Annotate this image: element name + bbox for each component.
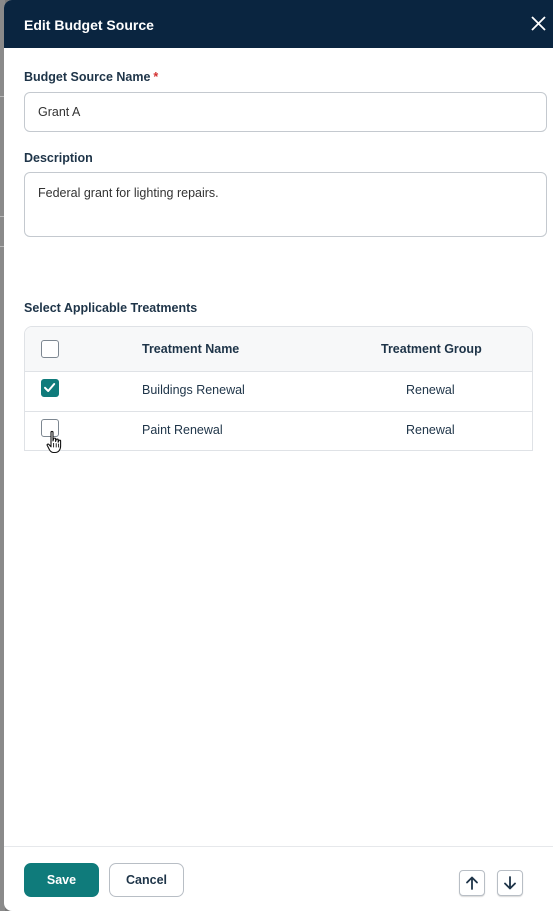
dialog-header [4,0,553,48]
scroll-down-button[interactable] [497,870,523,896]
scroll-up-button[interactable] [459,870,485,896]
table-header [25,327,532,372]
budget-source-name-label [24,70,158,84]
cancel-button[interactable]: Cancel [109,863,184,897]
check-icon [43,381,56,394]
treatment-group-cell: Renewal [406,423,455,437]
select-all-checkbox[interactable] [41,340,59,358]
treatments-table [24,326,533,451]
treatment-group-cell: Renewal [406,383,455,397]
description-textarea[interactable]: Federal grant for lighting repairs. [24,172,547,237]
treatment-name-cell: Paint Renewal [142,423,223,437]
description-label: Description [24,151,93,165]
table-row[interactable] [25,411,532,451]
treatment-name-cell: Buildings Renewal [142,383,245,397]
close-button[interactable] [527,8,553,38]
column-treatment-group: Treatment Group [381,342,482,356]
edit-budget-source-dialog [4,0,553,911]
dialog-title: Edit Budget Source [24,17,154,33]
row-checkbox[interactable] [41,419,59,437]
row-checkbox[interactable] [41,379,59,397]
name-label-text: Budget Source Name [24,70,151,84]
required-marker: * [153,70,159,84]
treatments-section-label: Select Applicable Treatments [24,301,198,315]
budget-source-name-input[interactable]: Grant A [24,92,547,132]
column-treatment-name: Treatment Name [142,342,240,356]
footer-divider [4,846,553,847]
close-icon [531,16,546,31]
save-button[interactable]: Save [24,863,99,897]
table-row[interactable] [25,371,532,412]
arrow-up-icon [465,876,479,890]
arrow-down-icon [503,876,517,890]
